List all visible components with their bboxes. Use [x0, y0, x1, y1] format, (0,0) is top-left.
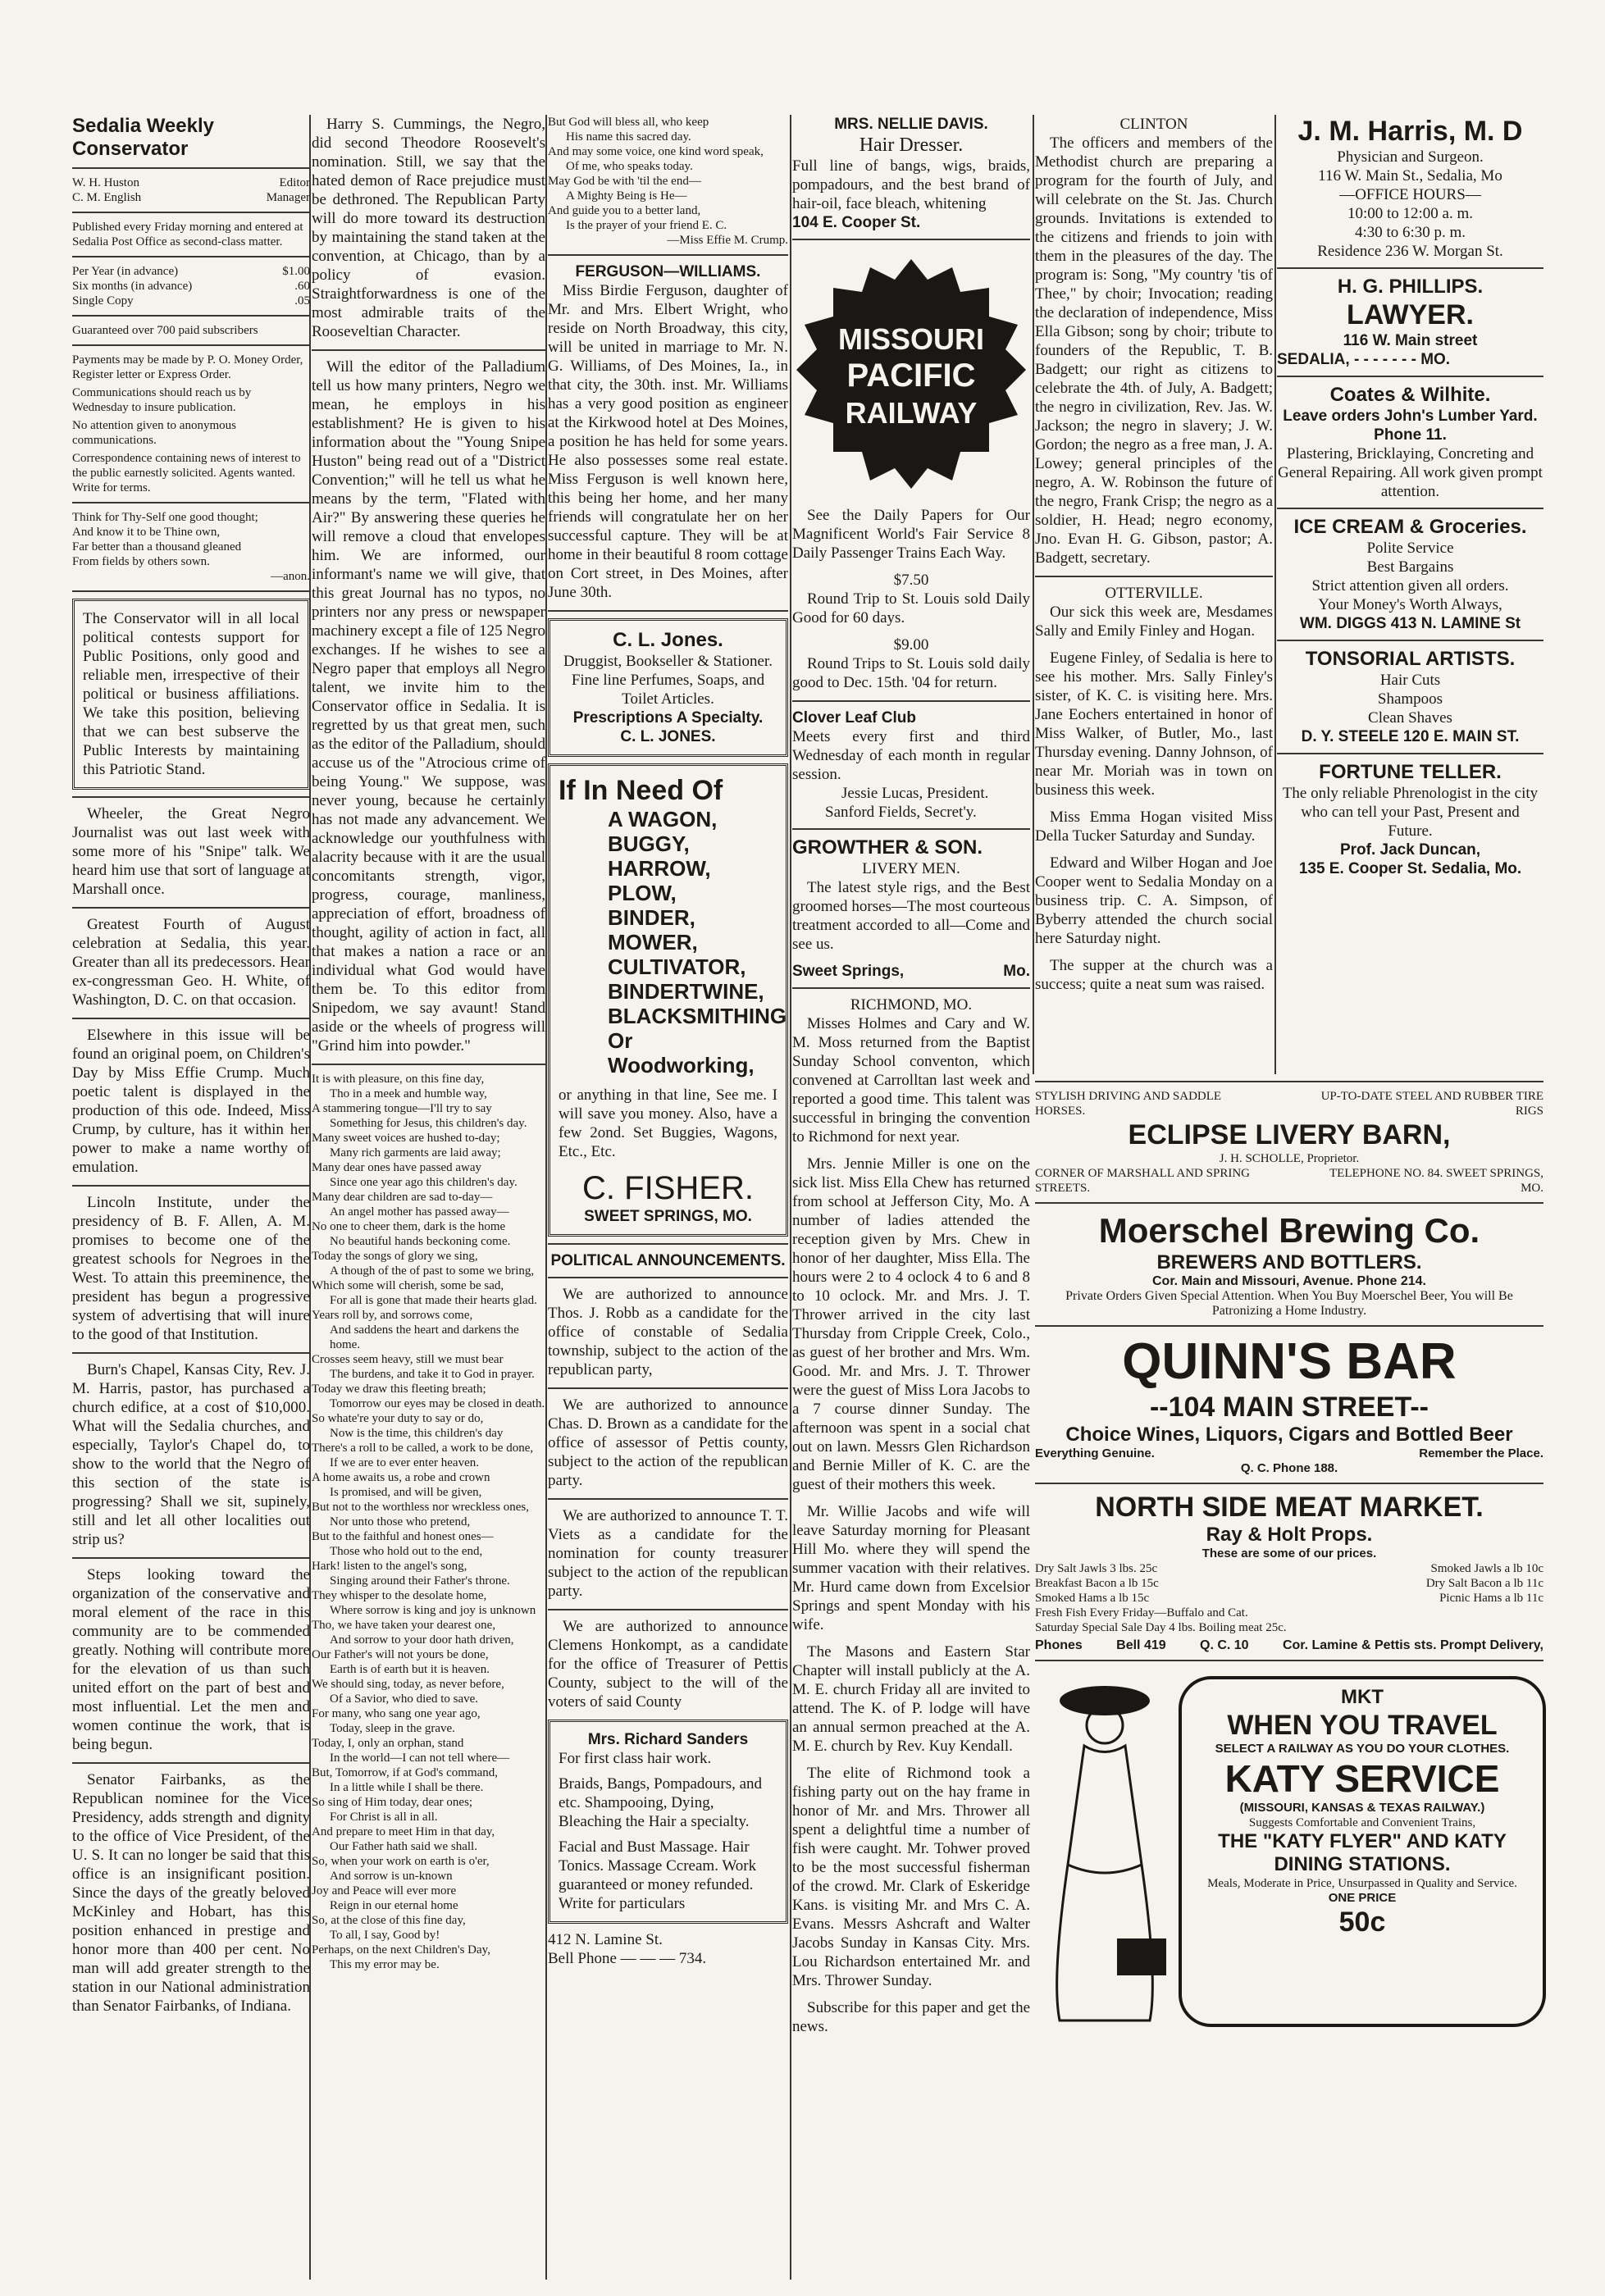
- poem-line: In the world—I can not tell where—: [330, 1752, 510, 1765]
- poem-line: For many, who sang one year ago,: [312, 1707, 481, 1720]
- badge-line: PACIFIC: [846, 358, 976, 394]
- announcement: We are authorized to announce T. T. Viets as a candidate for the nomination for county treasurer subject to the action of the republican party.: [548, 1507, 788, 1600]
- poem-line: Many rich garments are laid away;: [330, 1146, 501, 1159]
- badge-line: RAILWAY: [845, 396, 978, 430]
- poem-line: Our Father's will not yours be done,: [312, 1648, 489, 1661]
- poem-line: Since one year ago this children's day.: [330, 1176, 518, 1189]
- poem-line: It is with pleasure, on this fine day,: [312, 1073, 485, 1086]
- woman-traveler-illustration: [1035, 1668, 1174, 2029]
- guarantee: Guaranteed over 700 paid subscribers: [72, 324, 258, 337]
- article: Burn's Chapel, Kansas City, Rev. J. M. Harris, pastor, has purchased a church edifice, at a cost of $10,000. What will the Sedalia churches, and especially, Taylor's Chapel do, to show to the world that the Negro of this section of the state is progressing? Shall we sit, supinely, still and let all other localities out strip us?: [72, 1361, 310, 1548]
- poem-line: May God be with 'til the end—: [548, 175, 701, 188]
- poem-line: Of me, who speaks today.: [566, 160, 693, 173]
- poem-line: Now is the time, this children's day: [330, 1427, 504, 1440]
- column-2: [312, 115, 545, 2271]
- clinton-title: CLINTON: [1119, 116, 1188, 133]
- poem-line: And saddens the heart and darkens the home.: [330, 1323, 519, 1351]
- poem-line: Singing around their Father's throne.: [330, 1574, 510, 1588]
- notice: Correspondence containing news of interest to the public earnestly solicited. Agents wanted. Write for terms.: [72, 452, 301, 494]
- poem-line: Hark! listen to the angel's song,: [312, 1560, 467, 1573]
- katy-ad: MKT WHEN YOU TRAVEL SELECT A RAILWAY AS YOU DO YOUR CLOTHES. KATY SERVICE (MISSOURI, KANSAS & TEXAS RAILWAY.) Suggests Comfortable and Convenient Trains, THE "KATY FLYER" AND KATY DINING STATIONS. Meals, Moderate in Price, Unsurpassed in Quality and Service. ONE PRICE 50c: [1035, 1668, 1543, 2029]
- article: Steps looking toward the organization of the conservative and moral element of the race in this community are to be commended greatly. Nothing will contribute more for the elevation of us than such united effort on the part of best and most influential. Let the men and women continue the work, that is being begun.: [72, 1566, 310, 1753]
- poem-line: Is the prayer of your friend E. C.: [566, 219, 727, 232]
- column-6: J. M. Harris, M. D Physician and Surgeon. 116 W. Main St., Sedalia, Mo —OFFICE HOURS— 10:00 to 12:00 a. m. 4:30 to 6:30 p. m. Residence 236 W. Morgan St. H. G. PHILLIPS. LAWYER. 116 W. Main street SEDALIA, - - - - - - - MO. Coates & Wilhite. Leave orders John's Lumber Yard. Phone 11. Plastering, Bricklaying, Concreting and General Repairing. All work given prompt attention. ICE CREAM & Groceries. Polite Service Best Bargains Strict attention given all orders. Your Money's Worth Always, WM. DIGGS 413 N. LAMINE St TONSORIAL ARTISTS. Hair Cuts Shampoos Clean Shaves D. Y. STEELE 120 E. MAIN ST. FORTUNE TELLER. The only reliable Phrenologist in the city who can tell your Past, Present and Future. Prof. Jack Duncan, 135 E. Cooper St. Sedalia, Mo.: [1277, 116, 1543, 877]
- column-3: But God will bless all, who keep His name this sacred day. And may some voice, one kind word speak, Of me, who speaks today. May God be with 'til the end— A Mighty Being is He— And guide you to a better land, Is the prayer of your friend E. C. —Miss Effie M. Crump. FERGUSON—WILLIAMS. Miss Birdie Ferguson, daughter of Mr. and Mrs. Elbert Wright, who reside on North Broadway, this city, will be united in marriage to Mr. N. G. Williams, of Des Moines, Ia., in that city, the 30th. inst. Mr. Williams has a very good position as engineer at the Kirkwood hotel at Des Moines, a position he has held for some years. He also possesses some real estate. Miss Ferguson is well known here, this being her home, and her many friends will congratulate her on her successful capture. They will be at home in their beautiful 8 room cottage on Cort street, in Des Moines, after June 30th. C. L. Jones. Druggist, Bookseller & Stationer. Fine line Perfumes, Soaps, and Toilet Articles. Prescriptions A Specialty. C. L. JONES. If In Need Of A WAGON, BUGGY, HARROW, PLOW, BINDER, MOWER, CULTIVATOR, BINDERTWINE, BLACKSMITHING Or Woodworking, or anything in that line, See me. I will save you money. Also, have a few 2ond. Set Buggies, Wagons, Etc., Etc. C. FISHER. SWEET SPRINGS, MO. POLITICAL ANNOUNCEMENTS. We are authorized to announce Thos. J. Robb as a candidate for the office of constable of Sedalia township, subject to the action of the republican party, We are authorized to announce Chas. D. Brown as a candidate for the office of assessor of Pettis county, subject to the action of the republican party. We are authorized to announce T. T. Viets as a candidate for the nomination for county treasurer subject to the action of the republican party. We are authorized to announce Clemens Honkompt, as a candidate for the office of Treasurer of Pettis County, subject to the will of the voters of said County Mrs. Richard Sanders For first class hair work. Braids, Bangs, Pompadours, and etc. Shampooing, Dying, Bleaching the Hair a specialty. Facial and Bust Massage. Hair Tonics. Massage Ccream. Work guaranteed or money refunded. Write for particulars 412 N. Lamine St. Bell Phone — — — 734.: [548, 116, 788, 1967]
- poem-line: Perhaps, on the next Children's Day,: [312, 1943, 490, 1957]
- jones-ad: C. L. Jones. Druggist, Bookseller & Stationer. Fine line Perfumes, Soaps, and Toilet Articles. Prescriptions A Specialty. C. L. JONES.: [548, 618, 788, 757]
- poem-line: So, when your work on earth is o'er,: [312, 1855, 490, 1868]
- policy-box: The Conservator will in all local political contests support for Public Positions, only good and reliable men, irrespective of their political or business affiliations. We take this position, believing that we can best subserve the Public Interests by maintaining this Patriotic Stand.: [72, 599, 310, 790]
- notice: Payments may be made by P. O. Money Order, Register letter or Express Order.: [72, 353, 303, 381]
- fisher-ad: If In Need Of A WAGON, BUGGY, HARROW, PLOW, BINDER, MOWER, CULTIVATOR, BINDERTWINE, BLACKSMITHING Or Woodworking, or anything in that line, See me. I will save you money. Also, have a few 2ond. Set Buggies, Wagons, Etc., Etc. C. FISHER. SWEET SPRINGS, MO.: [548, 763, 788, 1237]
- poem-line: So, at the close of this fine day,: [312, 1914, 466, 1927]
- poem-line: The burdens, and take it to God in prayer.: [330, 1368, 535, 1381]
- poem-line: Today we draw this fleeting breath;: [312, 1383, 486, 1396]
- article: Wheeler, the Great Negro Journalist was out last week with some more of his "Snipe" talk. We heard him use that sort of language at Marshall once.: [72, 805, 310, 898]
- column-rule: [545, 115, 547, 2280]
- announcement: We are authorized to announce Chas. D. Brown as a candidate for the office of assessor of Pettis county, subject to the action of the republican party.: [548, 1396, 788, 1489]
- meat-market-name: NORTH SIDE MEAT MARKET.: [1095, 1492, 1484, 1523]
- poem-line: Tomorrow our eyes may be closed in death.: [330, 1397, 545, 1410]
- poem-ending: [548, 115, 788, 233]
- fisher-item: A WAGON,: [608, 807, 718, 831]
- poem-line: His name this sacred day.: [566, 130, 691, 144]
- poem-line: Today, I, only an orphan, stand: [312, 1737, 464, 1750]
- badge-line: MISSOURI: [837, 322, 985, 356]
- poem-line: Reign in our eternal home: [330, 1899, 458, 1912]
- growther-name: GROWTHER & SON.: [792, 836, 983, 859]
- article: Greatest Fourth of August celebration at Sedalia, this year. Greater than all its predecessors. Hear ex-congressman Geo. H. White, of Washington, D. C. on that occasion.: [72, 916, 310, 1009]
- poem-line: Our Father hath said we shall.: [330, 1840, 477, 1853]
- poem-line: If we are to ever enter heaven.: [330, 1456, 479, 1469]
- column-5: CLINTON The officers and members of the Methodist church are preparing a program for the fourth of July, and will celebrate on the St. Jas. Church grounds. Invitations is extended to the citizens and friends to join with them in the pleasures of the day. The program is: Song, "My country 'tis of Thee," by choir; Invocation; reading the declaration of independence, Miss Ella Gibson; song by choir; tribute to founders of the Republic, T. B. Badgett; our right as citizens to celebrate the 4th. of July, A. Badgett; the negro in civilization, Rev. Jas. W. Jackson; the negro in slavery; J. W. Gordon; the negro as a free man, J. A. Lowey; general principles of the negro, A. W. Robinson the future of the negro, Frank Crisp; the negro as a soldier, H. Head; negro economy, Jno. Evan H. G. Gibson, pastor; A. Badgett, secretary. OTTERVILLE. Our sick this week are, Mesdames Sally and Emily Finley and Hogan. Eugene Finley, of Sedalia is here to see his mother. Mrs. Sally Finley's sister, of K. C. is visiting here. Mrs. Jane Eochers entertained in honor of Miss Walker, of Butler, Mo., last Thursday evening. Danny Johnson, of near Mr. Moriah was in town on business this week. Miss Emma Hogan visited Miss Della Tucker Saturday and Sunday. Edward and Wilber Hogan and Joe Cooper went to Sedalia Monday on a business trip. C. A. Simpson, of Byberry attended the church social here Saturday night. The supper at the church was a success; quite a neat sum was raised.: [1035, 116, 1273, 993]
- poem-line: There's a roll to be called, a work to be done,: [312, 1442, 534, 1455]
- notice: No attention given to anonymous communications.: [72, 419, 236, 447]
- poem-line: So sing of Him today, dear ones;: [312, 1796, 473, 1809]
- fortune-name: FORTUNE TELLER.: [1319, 761, 1502, 783]
- poem-line: Many dear children are sad to-day—: [312, 1191, 493, 1204]
- fisher-item: BINDERTWINE,: [608, 979, 764, 1004]
- poem-line: Those who hold out to the end,: [330, 1545, 483, 1558]
- fisher-item: MOWER,: [608, 930, 698, 954]
- poem-line: But not to the worthless nor wreckless ones,: [312, 1501, 529, 1514]
- editor-name: W. H. Huston: [72, 176, 139, 189]
- wedding-title: FERGUSON—WILLIAMS.: [575, 263, 761, 280]
- article: Senator Fairbanks, as the Republican nominee for the Vice Presidency, adds strength and dignity to the office of Vice President, of the U. S. It can no longer be said that this office is an insignificant position. Since the days of the greatly beloved McKinley and Hobart, has this position enhanced in prestige and honor more than 400 per cent. No man will add greater strength to the station in our National administration than Senator Fairbanks, of Indiana.: [72, 1771, 310, 2015]
- richmond-title: RICHMOND, MO.: [850, 996, 973, 1014]
- political-title: POLITICAL ANNOUNCEMENTS.: [550, 1252, 786, 1269]
- eclipse-name: ECLIPSE LIVERY BARN,: [1128, 1119, 1451, 1150]
- tonsorial-name: TONSORIAL ARTISTS.: [1305, 648, 1516, 670]
- announcement: We are authorized to announce Clemens Honkompt, as a candidate for the office of Treasurer of Pettis County, subject to the will of the voters of said County: [548, 1618, 788, 1711]
- sanders-ad: Mrs. Richard Sanders For first class hair work. Braids, Bangs, Pompadours, and etc. Shampooing, Dying, Bleaching the Hair a specialty. Facial and Bust Massage. Hair Tonics. Massage Ccream. Work guaranteed or money refunded. Write for particulars: [548, 1720, 788, 1924]
- fisher-item: BUGGY,: [608, 831, 690, 856]
- quote: Think for Thy-Self one good thought; And know it to be Thine own, Far better than a thousand gleaned From fields by others sown. —anon.: [72, 511, 310, 583]
- manager-name: C. M. English: [72, 191, 142, 204]
- poem-line: In a little while I shall be there.: [330, 1781, 484, 1794]
- poem-line: And prepare to meet Him in that day,: [312, 1825, 495, 1838]
- poem-line: But God will bless all, who keep: [548, 116, 709, 129]
- poem-line: Many sweet voices are hushed to-day;: [312, 1132, 500, 1145]
- poem-line: Is promised, and will be given,: [330, 1486, 482, 1499]
- masthead: Sedalia Weekly Conservator: [72, 115, 214, 160]
- poem-line: No beautiful hands beckoning come.: [330, 1235, 511, 1248]
- fisher-item: HARROW,: [608, 856, 711, 881]
- column-rule: [790, 115, 791, 2280]
- moerschel-name: Moerschel Brewing Co.: [1098, 1211, 1480, 1250]
- poem-line: Which some will cherish, some be sad,: [312, 1279, 504, 1292]
- column-rule: [1033, 115, 1034, 1074]
- poem-line: Where sorrow is king and joy is unknown: [330, 1604, 536, 1617]
- fisher-item: BLACKSMITHING: [608, 1004, 787, 1028]
- article: Will the editor of the Palladium tell us how many printers, Negro we mean, he employs in his establishment? He is given to his information about the "Young Snipe Huston" being read out of a "District Convention;" will he tell us what he means by the term, "Flated with Air?" By answering these queries he will remove a cloud that envelopes him. We are informed, our informant's name we will give, that this great Journal has no typos, no printers nor any press or newspaper machinery except a file of 125 Negro exchanges. If he wishes to see a Negro paper that employs all Negro talent, we invite him to the Conservator office in Sedalia. It is regretted by us that great men, such as the editor of the Palladium, should accuse us of the "Atrocious crime of being Young." We suppose, was never young, because he certainly has not made any advancement. We acknowledge our youthfulness with alacrity because with it are the usual concomitants strength, vigor, progress, courage, manliness, appreciation of effort, broadness of thought, agility of action in fact, all that makes a nation a race or an individual what God would have them be. To this editor from Snipedom, we say avaunt! Stand aside or the wheels of progress will "Grind him into powder.": [312, 358, 545, 1055]
- poem-line: And sorrow is un-known: [330, 1870, 453, 1883]
- article: Lincoln Institute, under the presidency of B. F. Allen, A. M. promises to become one of the greatest schools for Negroes in the West. To attain this preeminence, the president has begun a progressive system of advertising that will inure to the good of that Institution.: [72, 1194, 310, 1343]
- poem-line: Joy and Peace will ever more: [312, 1884, 457, 1897]
- club-title: Clover Leaf Club: [792, 709, 916, 727]
- article: Harry S. Cummings, the Negro, did second Theodore Roosevelt's nomination. Still, we say that the hated demon of Race prejudice must be dethroned. The Republican Party will do more toward its destruction by maintaining the stand taken at the convention, at Chicago, than by a policy of evasion. Straightforwardness is one of the most admirable traits of the Rooseveltian Character.: [312, 116, 545, 340]
- poem-line: We should sing, today, as never before,: [312, 1678, 504, 1691]
- column-rule: [1274, 115, 1276, 1074]
- poem-line: And sorrow to your door hath driven,: [330, 1633, 514, 1647]
- fisher-item: BINDER,: [608, 905, 695, 930]
- poem-line: This my error may be.: [330, 1958, 440, 1971]
- poem-line: But to the faithful and honest ones—: [312, 1530, 494, 1543]
- poem-line: For all is gone that made their hearts glad.: [330, 1294, 537, 1307]
- poem-line: Tho in a meek and humble way,: [330, 1087, 487, 1100]
- coates-name: Coates & Wilhite.: [1329, 384, 1491, 406]
- poem-line: And guide you to a better land,: [548, 204, 701, 217]
- otterville-title: OTTERVILLE.: [1105, 585, 1203, 602]
- childrens-day-poem: [312, 1072, 545, 1972]
- poem-line: To all, I say, Good by!: [330, 1929, 440, 1942]
- poem-line: Years roll by, and sorrows come,: [312, 1309, 473, 1322]
- davis-name: MRS. NELLIE DAVIS.: [834, 116, 988, 133]
- fisher-item: CULTIVATOR,: [608, 954, 746, 979]
- harris-name: J. M. Harris, M. D: [1297, 116, 1523, 147]
- mkt-logo: MKT: [1341, 1686, 1384, 1708]
- poem-line: Tho, we have taken your dearest one,: [312, 1619, 496, 1632]
- poem-line: They whisper to the desolate home,: [312, 1589, 487, 1602]
- poem-line: A stammering tongue—I'll try to say: [312, 1102, 492, 1115]
- notice: Communications should reach us by Wednesday to insure publication.: [72, 386, 252, 414]
- poem-line: And may some voice, one kind word speak,: [548, 145, 764, 158]
- icecream-name: ICE CREAM & Groceries.: [1293, 516, 1527, 538]
- poem-line: A Mighty Being is He—: [566, 189, 687, 203]
- poem-line: Something for Jesus, this children's day.: [330, 1117, 527, 1130]
- poem-line: No one to cheer them, dark is the home: [312, 1220, 506, 1233]
- subscription-rates: Per Year (in advance) $1.00 Six months (in advance) .60 Single Copy .05: [72, 265, 310, 308]
- poem-line: Today, sleep in the grave.: [330, 1722, 455, 1735]
- publish-note: Published every Friday morning and entered at Sedalia Post Office as second-class matter.: [72, 221, 303, 248]
- fisher-item: PLOW,: [608, 881, 677, 905]
- quinn-name: QUINN'S BAR: [1122, 1333, 1457, 1390]
- poem-line: Crosses seem heavy, still we must bear: [312, 1353, 504, 1366]
- poem-line: So whate're your duty to say or do,: [312, 1412, 484, 1425]
- poem-line: For Christ is all in all.: [330, 1811, 438, 1824]
- poem-line: A home awaits us, a robe and crown: [312, 1471, 490, 1484]
- poem-line: Today the songs of glory we sing,: [312, 1250, 478, 1263]
- article: Elsewhere in this issue will be found an original poem, on Children's Day by Miss Effie Crump. Much poetic talent is displayed in the production of this ode. Indeed, Miss Crump, by culture, has it within her power to make a name worthy of emulation.: [72, 1027, 310, 1176]
- poem-line: Earth is of earth but it is heaven.: [330, 1663, 490, 1676]
- announcement: We are authorized to announce Thos. J. Robb as a candidate for the office of constable of Sedalia township, subject to the action of the republican party,: [548, 1286, 788, 1378]
- poem-line: A though of the of past to some we bring,: [330, 1264, 535, 1278]
- poem-line: Nor unto those who pretend,: [330, 1515, 471, 1528]
- phillips-name: H. G. PHILLIPS.: [1337, 276, 1484, 298]
- column-1: Sedalia Weekly Conservator W. H. Huston Editor C. M. English Manager Published every Friday morning and entered at Sedalia Post Office as second-class matter. Per Year (in advance) $1.00 Six months (in advance) .60 Single Copy .05 Guaranteed over 700 paid subscribers Payments may be made by P. O. Money Order, Register letter or Express Order. Communications should reach us by Wednesday to insure publication. No attention given to anonymous communications. Correspondence containing news of interest to the public earnestly solicited. Agents wanted. Write for terms. Think for Thy-Self one good thought; And know it to be Thine own, Far better than a thousand gleaned From fields by others sown. —anon. The Conservator will in all local political contests support for Public Positions, only good and reliable men, irrespective of their political or business affiliations. We take this position, believing that we can best subserve the Public Interests by maintaining this Patriotic Stand. Wheeler, the Great Negro Journalist was out last week with some more of his "Snipe" talk. We heard him use that sort of language at Marshall once. Greatest Fourth of August celebration at Sedalia, this year. Greater than all its predecessors. Hear ex-congressman Geo. H. White, of Washington, D. C. on that occasion. Elsewhere in this issue will be found an original poem, on Children's Day by Miss Effie Crump. Much poetic talent is displayed in the production of this ode. Indeed, Miss Crump, by culture, has it within her power to make a name worthy of emulation. Lincoln Institute, under the presidency of B. F. Allen, A. M. promises to become one of the greatest schools for Negroes in the West. To attain this preeminence, the president has begun a progressive system of advertising that will inure to the good of that Institution. Burn's Chapel, Kansas City, Rev. J. M. Harris, pastor, has purchased a church edifice, at a cost of $10,000. What will the Sedalia churches, and especially, Taylor's Chapel do, to show to the world that the Negro of this section of the state is progressing? Shall we sit, supinely, still and let all other localities out strip us? Steps looking toward the organization of the conservative and moral element of the race in this community are to be commended greatly. Nothing will contribute more for the elevation of us than such united effort on the part of best and most influential. Let the men and women continue the work, that is being begun. Senator Fairbanks, as the Republican nominee for the Vice Presidency, adds strength and dignity to the office of Vice President, of the U. S. It can no longer be said that this office is an insignificant position. Since the days of the greatly beloved McKinley and Hobart, has this position enhanced in prestige and honor more than 400 per cent. No man will add greater strength to the station in our National administration than Senator Fairbanks, of Indiana.: [72, 115, 310, 2015]
- poem-line: But, Tomorrow, if at God's command,: [312, 1766, 499, 1779]
- column-4: MRS. NELLIE DAVIS. Hair Dresser. Full line of bangs, wigs, braids, pompadours, and the best brand of hair-oil, face bleach, whitening 104 E. Cooper St. MISSOURI PACIFIC RAILWAY See the Daily Papers for Our Magnificent World's Fair Service 8 Daily Passenger Trains Each Way. $7.50 Round Trip to St. Louis sold Daily Good for 60 days. $9.00 Round Trips to St. Louis sold daily good to Dec. 15th. '04 for return. Clover Leaf Club Meets every first and third Wednesday of each month in regular session. Jessie Lucas, President. Sanford Fields, Secret'y. GROWTHER & SON. LIVERY MEN. The latest style rigs, and the Best groomed horses—The most courteous treatment accorded to all—Come and see us. Sweet Springs, Mo. RICHMOND, MO. Misses Holmes and Cary and W. M. Moss returned from the Baptist Sunday School conventon, which convened at Carrolltan last week and reported a good time. This talent was successful in bringing the convention to Richmond for next year. Mrs. Jennie Miller is one on the sick list. Miss Ella Chew has returned from school at Jefferson City, Mo. A number of ladies attended the reception given by Mrs. Chew in honor of her daughter, Miss Ella. The hours were 2 to 4 oclock 4 to 6 and 8 to 10 oclock. Mr. and Mrs. J. T. Thrower arrived in the city last Thursday from Cripple Creek, Colo., as guest of her brother and Mrs. Wm. Good. Mr. and Mrs. J. T. Thrower were the guest of Miss Lora Jacobs to a 7 course dinner Sunday. The afternoon was spent in a social chat out on lawn. Messrs Glen Richardson and Bernie Miller of K. C. are the guest of their mothers this week. Mr. Willie Jacobs and wife will leave Saturday morning for Pleasant Hill Mo. where they will spend the summer vacation with their relatives. Mr. Hurd came down from Excelsior Springs and spent Monday with his wife. The Masons and Eastern Star Chapter will install publicly at the A. M. E. church Friday all are invited to attend. The K. of P. lodge will have an annual sermon preached at the A. M. E. church by Rev. Kuy Kendall. The elite of Richmond took a fishing party out on the hay frame in honor of Mr. and Mrs. Thrower all spent a delightful time a number of fish were caught. Mr. Tohwer proved to be the most successful fisherman of the crowd. Mr. Clark of Eskeridge Kans. is visiting Mr. and Mrs C. A. Evans. Messrs Ashcraft and Walter Jacobs Sunday in Kansas City. Mrs. Lou Richardson entertained Mr. and Mrs. Thrower Sunday. Subscribe for this paper and get the news.: [792, 116, 1030, 2035]
- poem-line: Of a Savior, who died to save.: [330, 1692, 479, 1706]
- poem-line: An angel mother has passed away—: [330, 1205, 509, 1219]
- missouri-pacific-badge: [792, 255, 1030, 493]
- poem-line: Many dear ones have passed away: [312, 1161, 482, 1174]
- article: Miss Birdie Ferguson, daughter of Mr. and Mrs. Elbert Wright, who reside on North Broadway, this city, will be united in marriage to Mr. N. G. Williams, of Des Moines, Ia., in that city, the 30th. inst. Mr. Williams has a very good position as engineer at the Kirkwood hotel at Des Moines, a position he has held for some years. He also possesses some real estate. Miss Ferguson is well known here, this being her home, and her many friends will congratulate her on her successful capture. They will be at home in their beautiful 8 room cottage on Cort street, in Des Moines, after June 30th.: [548, 282, 788, 601]
- fisher-item: Or Woodworking,: [608, 1028, 755, 1077]
- wide-ads: STYLISH DRIVING AND SADDLE HORSES. UP-TO-DATE STEEL AND RUBBER TIRE RIGS ECLIPSE LIVERY BARN, J. H. SCHOLLE, Proprietor. CORNER OF MARSHALL AND SPRING STREETS. TELEPHONE NO. 84. SWEET SPRINGS, MO. Moerschel Brewing Co. BREWERS AND BOTTLERS. Cor. Main and Missouri, Avenue. Phone 214. Private Orders Given Special Attention. When You Buy Moerschel Beer, You will Be Patronizing a Home Industry. QUINN'S BAR --104 MAIN STREET-- Choice Wines, Liquors, Cigars and Bottled Beer Everything Genuine. Remember the Place. Q. C. Phone 188. NORTH SIDE MEAT MARKET. Ray & Holt Props. These are some of our prices. Dry Salt Jawls 3 lbs. 25c Breakfast Bacon a lb 15c Smoked Hams a lb 15c Smoked Jawls a lb 10c Dry Salt Bacon a lb 11c Picnic Hams a lb 11c Fresh Fish Every Friday—Buffalo and Cat. Saturday Special Sale Day 4 lbs. Boiling meat 25c. Phones Bell 419 Q. C. 10 Cor. Lamine & Pettis sts. Prompt Delivery, MKT WHEN YOU TRAVEL SELECT A RAILWAY AS YOU DO YOUR CLOTHES. KATY SERVICE (MISSOURI, KANSAS & TEXAS RAILWAY.) Suggests Comfortable and Convenient Trains, THE "KATY FLYER" AND KATY DINING STATIONS. Meals, Moderate in Price, Unsurpassed in Quality and Service. ONE PRICE 50c: [1035, 1074, 1543, 2029]
